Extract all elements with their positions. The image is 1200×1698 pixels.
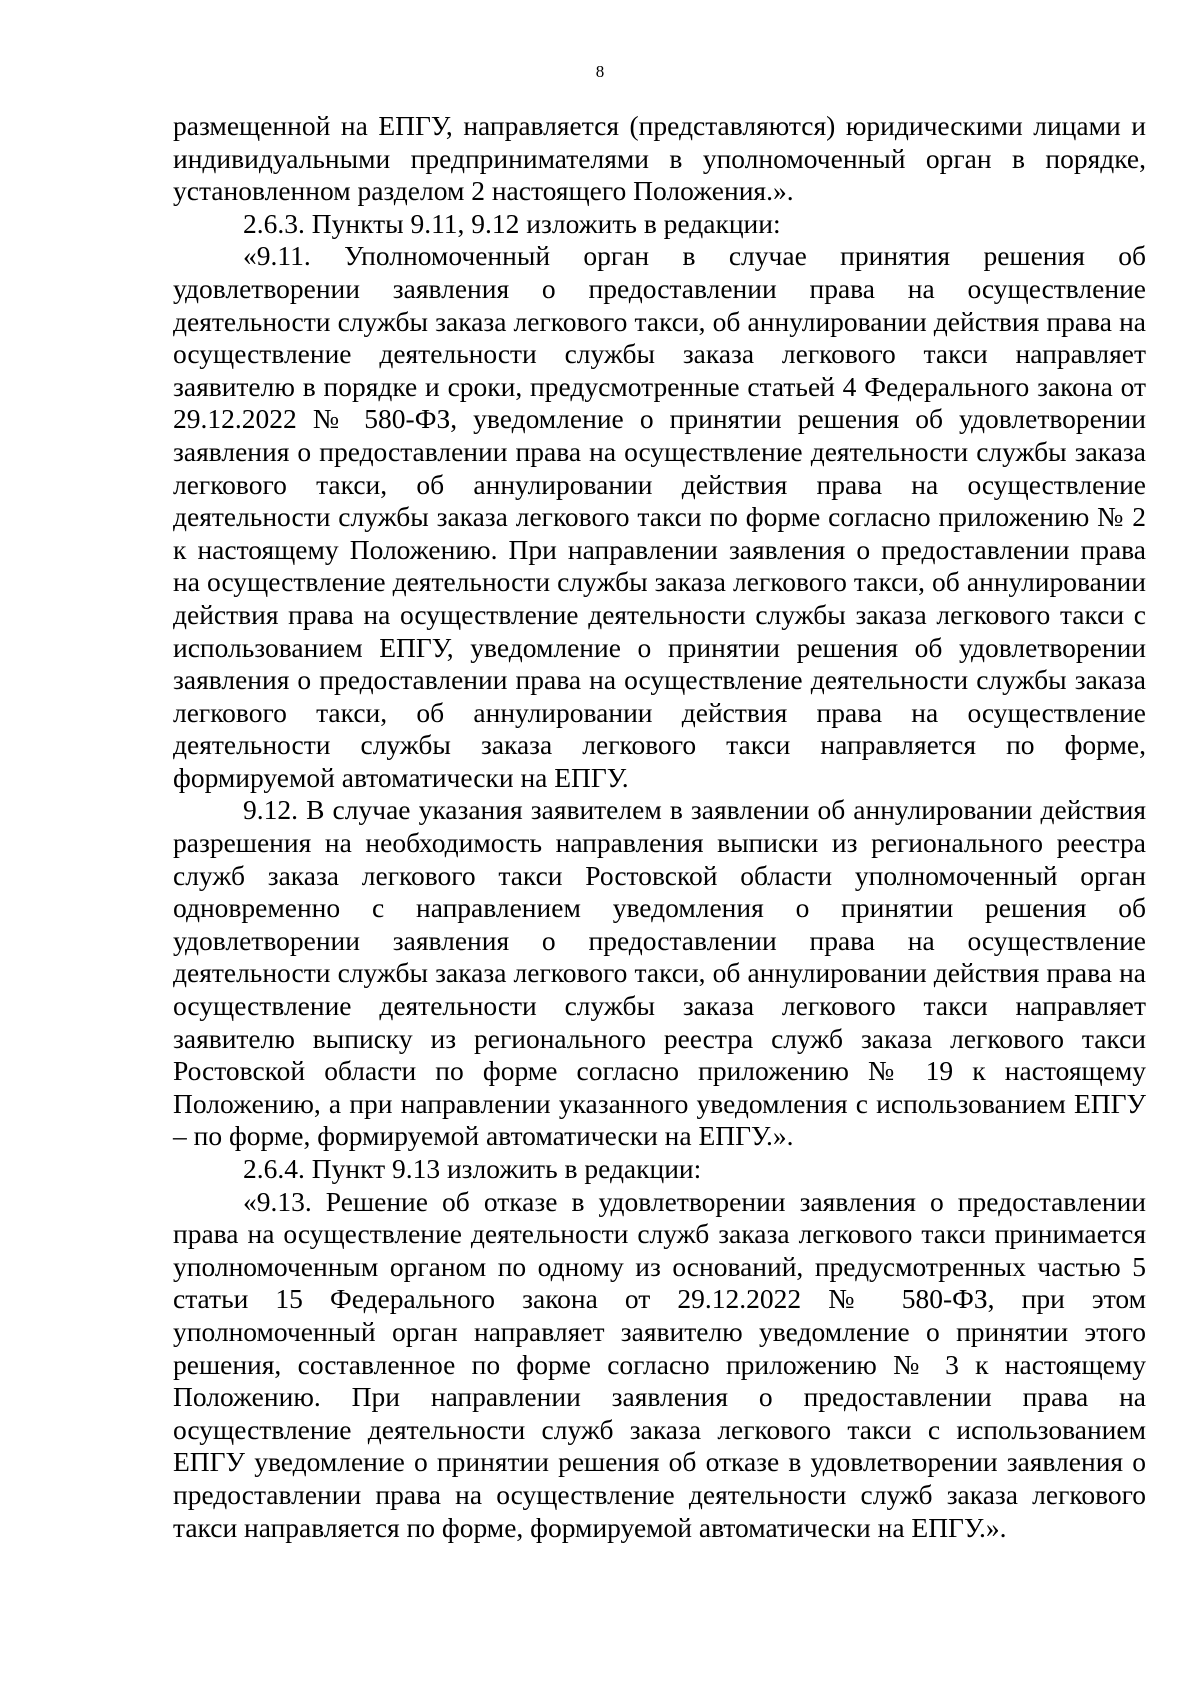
- paragraph-point-9-12: 9.12. В случае указания заявителем в заявлении об аннулировании действия разрешения на необходимость направления выписки из регионального реестра служб заказа легкового такси Ростовской области уполномоченный орган одновременно с направлением уведомления о принятии решения об удовлетворении заявления о предоставлении права на осуществление деятельности службы заказа легкового такси, об аннулировании действия права на осуществление деятельности службы заказа легкового такси направляет заявителю выписку из регионального реестра служб заказа легкового такси Ростовской области по форме согласно приложению № 19 к настоящему Положению, а при направлении указанного уведомления с использованием ЕПГУ – по форме, формируемой автоматически на ЕПГУ.».: [173, 794, 1146, 1152]
- document-body: [173, 110, 1146, 1544]
- paragraph-item-2-6-4: 2.6.4. Пункт 9.13 изложить в редакции:: [243, 1153, 702, 1184]
- paragraph-point-9-13: «9.13. Решение об отказе в удовлетворении заявления о предоставлении права на осуществление деятельности служб заказа легкового такси принимается уполномоченным органом по одному из оснований, предусмотренных частью 5 статьи 15 Федерального закона от 29.12.2022 № 580-ФЗ, при этом уполномоченный орган направляет заявителю уведомление о принятии этого решения, составленное по форме согласно приложению № 3 к настоящему Положению. При направлении заявления о предоставлении права на осуществление деятельности служб заказа легкового такси с использованием ЕПГУ уведомление о принятии решения об отказе в удовлетворении заявления о предоставлении права на осуществление деятельности служб заказа легкового такси направляется по форме, формируемой автоматически на ЕПГУ.».: [173, 1185, 1146, 1543]
- paragraph-continuation: размещенной на ЕПГУ, направляется (представляются) юридическими лицами и индивидуальными предпринимателями в уполномоченный орган в порядке, установленном разделом 2 настоящего Положения.».: [173, 110, 1146, 207]
- page-number: 8: [595, 62, 605, 81]
- paragraph-point-9-11: «9.11. Уполномоченный орган в случае принятия решения об удовлетворении заявления о предоставлении права на осуществление деятельности службы заказа легкового такси, об аннулировании действия права на осуществление деятельности службы заказа легкового такси направляет заявителю в порядке и сроки, предусмотренные статьей 4 Федерального закона от 29.12.2022 № 580-ФЗ, уведомление о принятии решения об удовлетворении заявления о предоставлении права на осуществление деятельности службы заказа легкового такси, об аннулировании действия права на осуществление деятельности службы заказа легкового такси по форме согласно приложению № 2 к настоящему Положению. При направлении заявления о предоставлении права на осуществление деятельности службы заказа легкового такси, об аннулировании действия права на осуществление деятельности службы заказа легкового такси с использованием ЕПГУ, уведомление о принятии решения об удовлетворении заявления о предоставлении права на осуществление деятельности службы заказа легкового такси, об аннулировании действия права на осуществление деятельности службы заказа легкового такси направляется по форме, формируемой автоматически на ЕПГУ.: [173, 240, 1146, 793]
- paragraph-item-2-6-3: 2.6.3. Пункты 9.11, 9.12 изложить в редакции:: [243, 207, 781, 239]
